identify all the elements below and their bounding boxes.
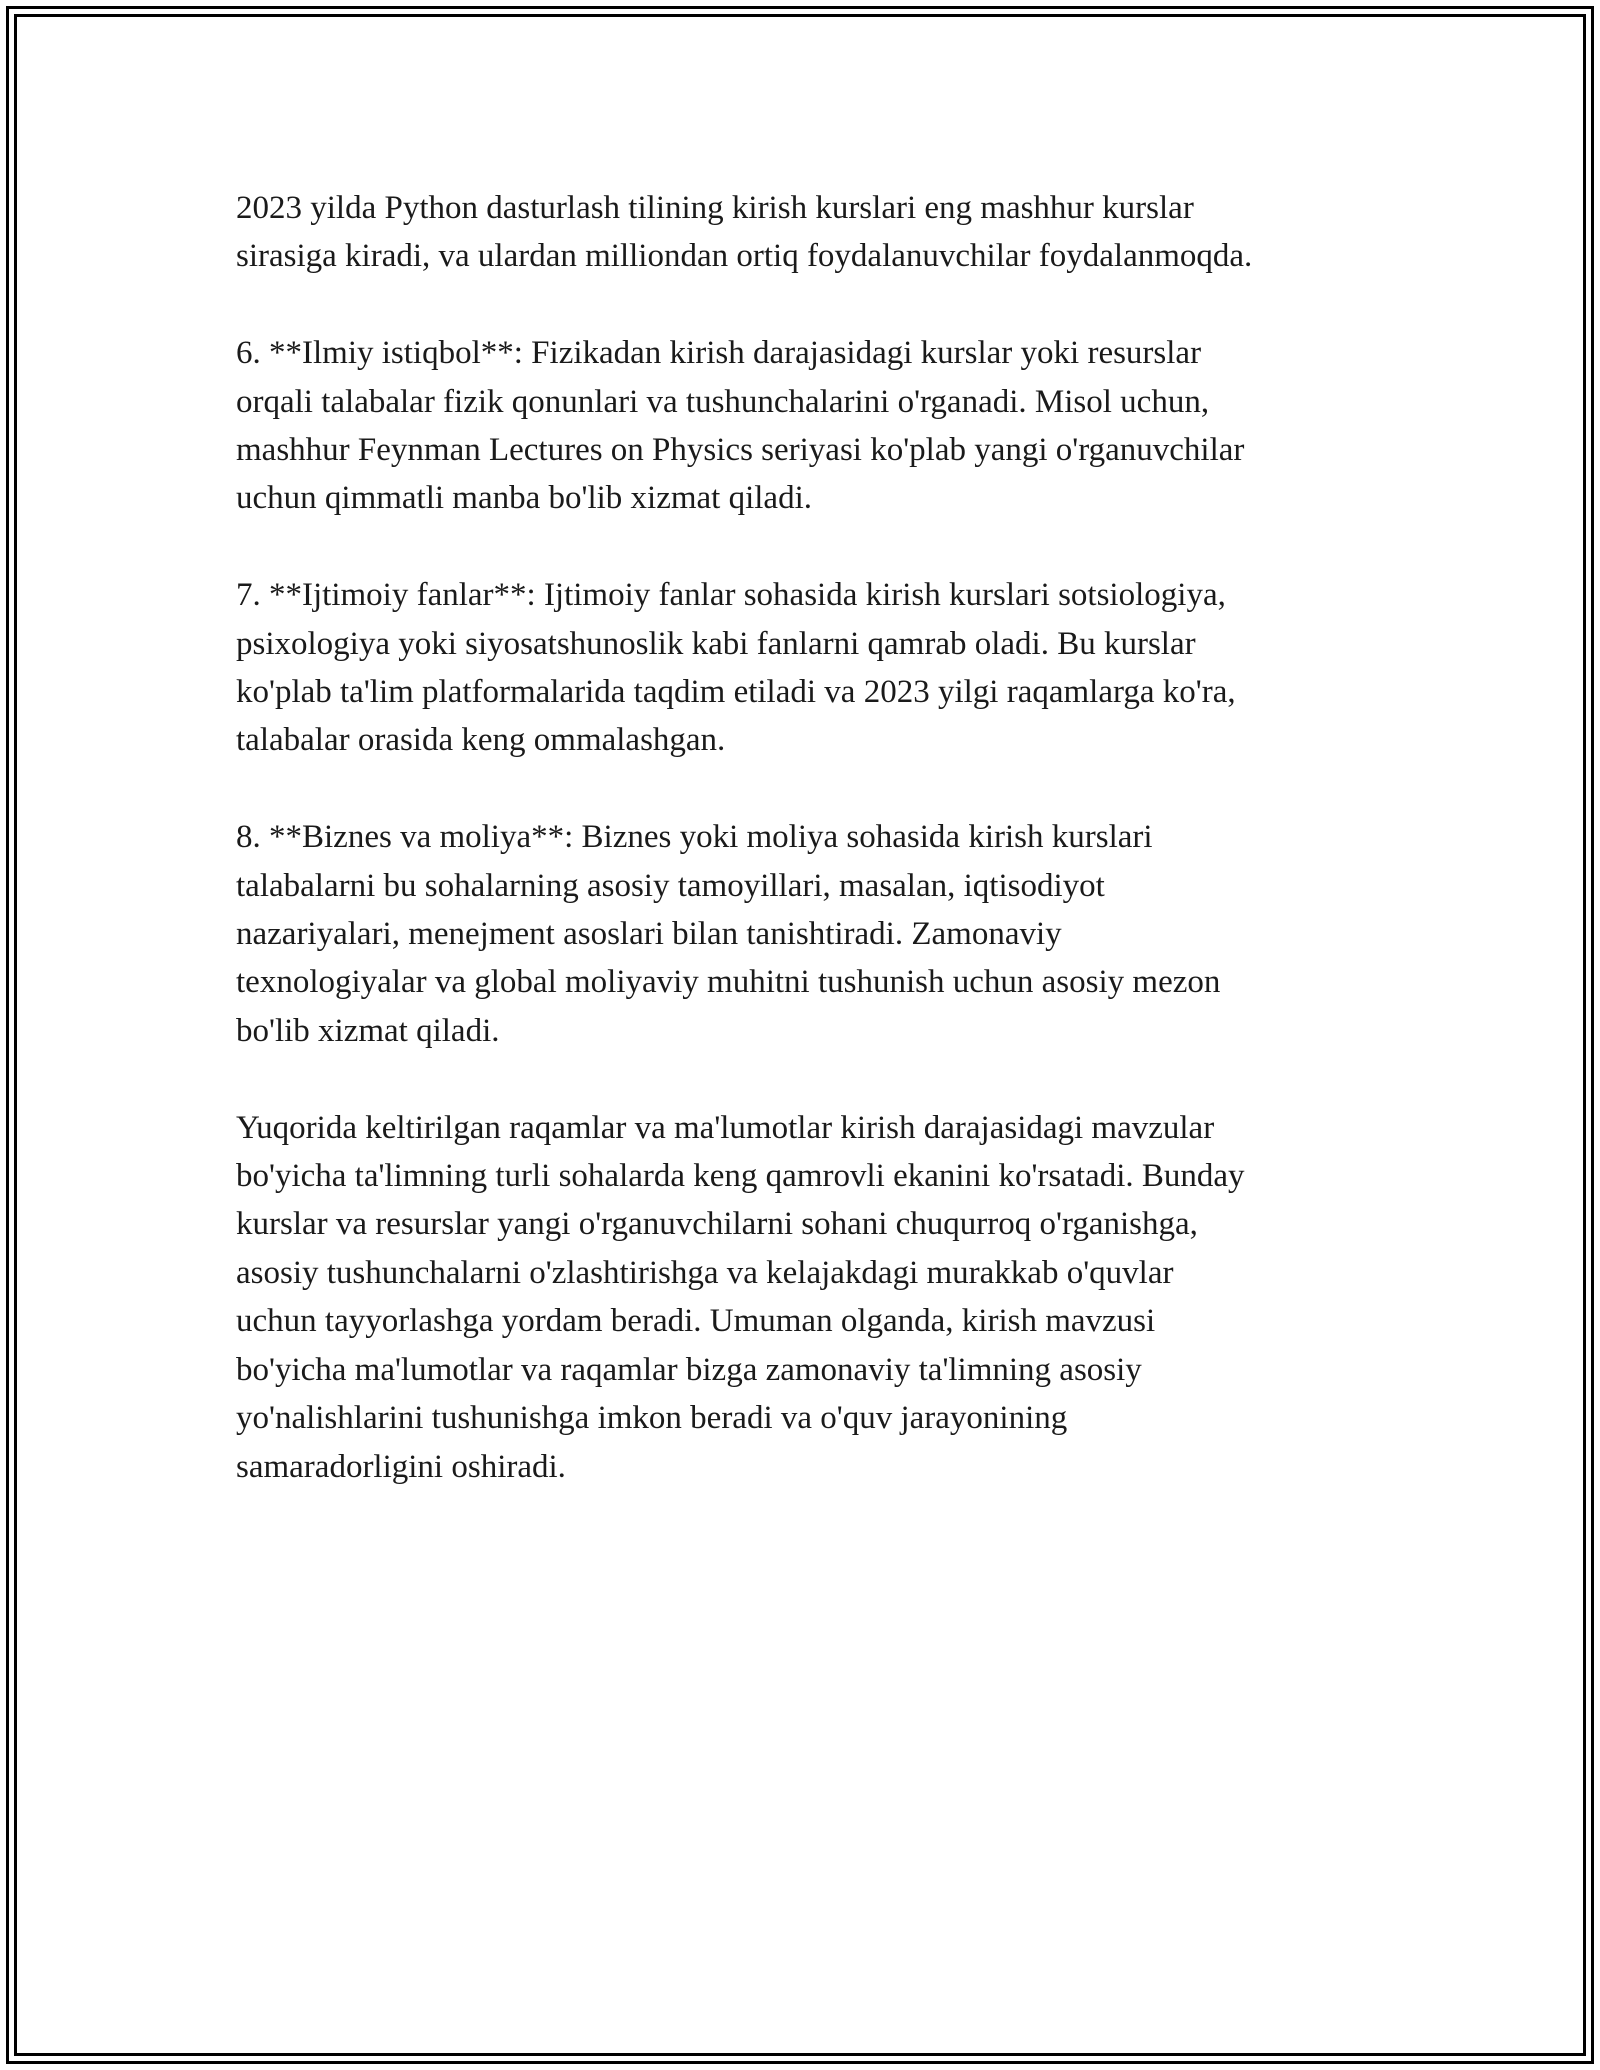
text-line: asosiy tushunchalarni o'zlashtirishga va kelajakdagi murakkab o'quvlar [236,1254,1174,1291]
document-body [236,184,1396,1539]
text-line: Yuqorida keltirilgan raqamlar va ma'lumotlar kirish darajasidagi mavzular [236,1109,1215,1146]
paragraph-python-courses [236,184,1396,281]
text-line: samaradorligini oshiradi. [236,1448,566,1485]
text-line: texnologiyalar va global moliyaviy muhitni tushunish uchun asosiy mezon [236,964,1221,1001]
text-line: talabalarni bu sohalarning asosiy tamoyillari, masalan, iqtisodiyot [236,867,1105,904]
text-line: 7. **Ijtimoiy fanlar**: Ijtimoiy fanlar sohasida kirish kurslari sotsiologiya, [236,577,1226,614]
text-line: ko'plab ta'lim platformalarida taqdim etiladi va 2023 yilgi raqamlarga ko'ra, [236,674,1236,711]
text-line: bo'lib xizmat qiladi. [236,1012,500,1049]
text-line: uchun qimmatli manba bo'lib xizmat qiladi. [236,480,813,517]
paragraph-item-7-social-sciences [236,571,1396,765]
text-line: kurslar va resurslar yangi o'rganuvchilarni sohani chuqurroq o'rganishga, [236,1206,1198,1243]
paragraph-item-8-business-finance [236,813,1396,1055]
text-line: uchun tayyorlashga yordam beradi. Umuman olganda, kirish mavzusi [236,1303,1156,1340]
text-line: 6. **Ilmiy istiqbol**: Fizikadan kirish darajasidagi kurslar yoki resurslar [236,335,1202,372]
text-line: bo'yicha ta'limning turli sohalarda keng qamrovli ekanini ko'rsatadi. Bunday [236,1158,1245,1195]
text-line: talabalar orasida keng ommalashgan. [236,722,726,759]
paragraph-conclusion [236,1104,1396,1491]
text-line: mashhur Feynman Lectures on Physics seriyasi ko'plab yangi o'rganuvchilar [236,432,1245,469]
text-line: bo'yicha ma'lumotlar va raqamlar bizga zamonaviy ta'limning asosiy [236,1351,1142,1388]
text-line: 8. **Biznes va moliya**: Biznes yoki moliya sohasida kirish kurslari [236,819,1153,856]
paragraph-item-6-science [236,329,1396,523]
text-line: nazariyalari, menejment asoslari bilan tanishtiradi. Zamonaviy [236,916,1062,953]
text-line: orqali talabalar fizik qonunlari va tushunchalarini o'rganadi. Misol uchun, [236,383,1210,420]
text-line: 2023 yilda Python dasturlash tilining kirish kurslari eng mashhur kurslar [236,190,1194,226]
text-line: psixologiya yoki siyosatshunoslik kabi fanlarni qamrab oladi. Bu kurslar [236,625,1196,662]
text-line: sirasiga kiradi, va ulardan milliondan ortiq foydalanuvchilar foydalanmoqda. [236,238,1253,275]
text-line: yo'nalishlarini tushunishga imkon beradi va o'quv jarayonining [236,1400,1068,1437]
